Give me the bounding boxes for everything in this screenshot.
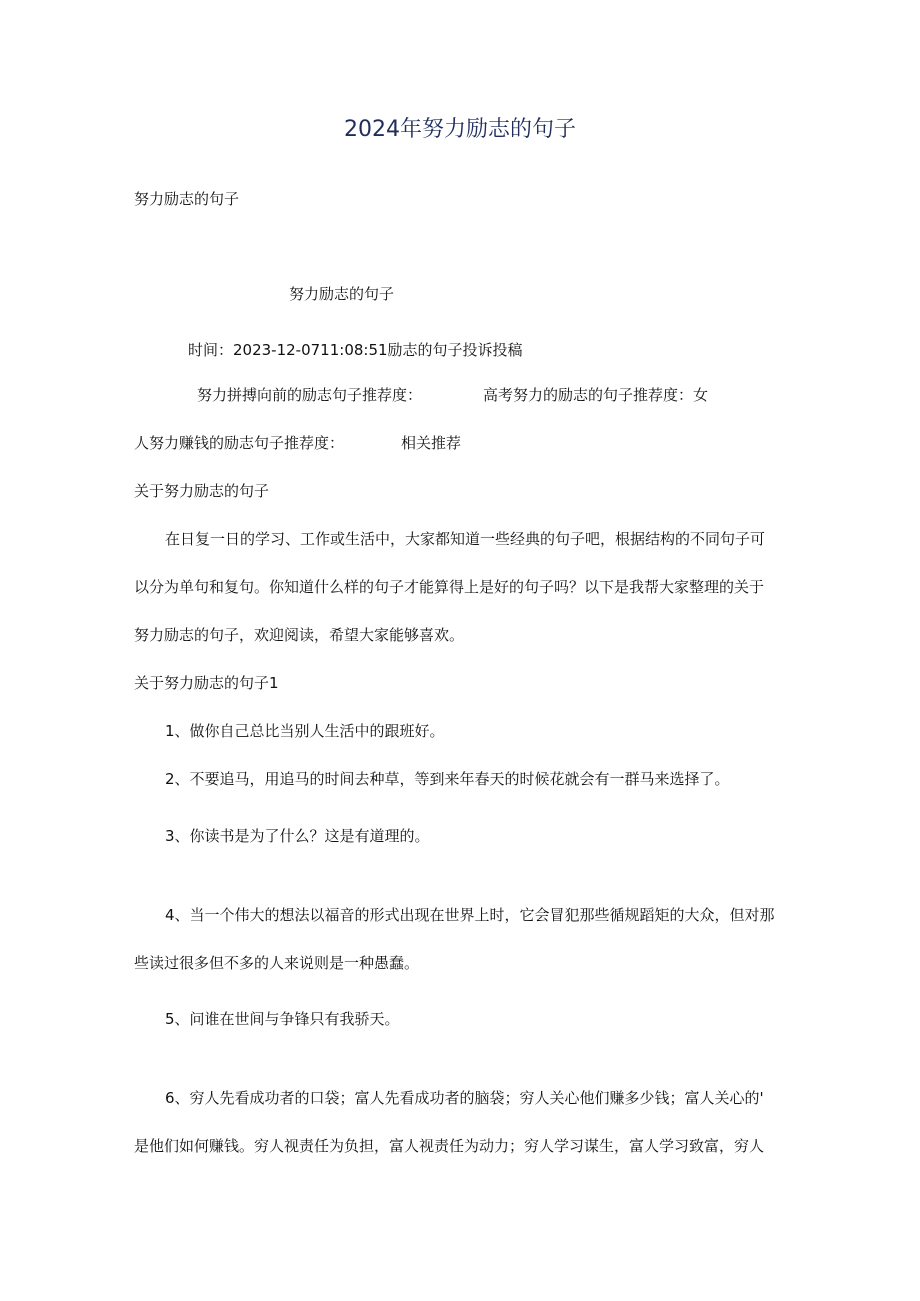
list-item-continuation: 些读过很多但不多的人来说则是一种愚蠢。 [134, 954, 420, 972]
intro-line: 努力励志的句子，欢迎阅读，希望大家能够喜欢。 [134, 626, 465, 644]
center-title: 努力励志的句子 [289, 285, 395, 303]
recommend-link-1[interactable]: 努力拼搏向前的励志句子推荐度： [197, 386, 423, 404]
intro-line: 以分为单句和复句。你知道什么样的句子才能算得上是好的句子吗？以下是我帮大家整理的关于 [134, 578, 765, 596]
list-item: 3、你读书是为了什么？这是有道理的。 [165, 827, 430, 845]
list-item: 6、穷人先看成功者的口袋；富人先看成功者的脑袋；穷人关心他们赚多少钱；富人关心的' [165, 1089, 764, 1107]
list-item: 5、问谁在世间与争锋只有我骄天。 [165, 1010, 400, 1028]
list-item: 2、不要追马，用追马的时间去种草，等到来年春天的时候花就会有一群马来选择了。 [165, 770, 730, 788]
recommend-link-2[interactable]: 高考努力的励志的句子推荐度：女 [483, 386, 709, 404]
related-recommend[interactable]: 相关推荐 [401, 434, 462, 452]
document-title: 2024年努力励志的句子 [344, 117, 576, 142]
section-heading: 关于努力励志的句子 [134, 482, 270, 500]
list-item: 1、做你自己总比当别人生活中的跟班好。 [165, 722, 445, 740]
recommend-link-3[interactable]: 人努力赚钱的励志句子推荐度： [134, 434, 345, 452]
section1-heading: 关于努力励志的句子1 [134, 674, 279, 692]
list-item: 4、当一个伟大的想法以福音的形式出现在世界上时，它会冒犯那些循规蹈矩的大众，但对那 [165, 906, 775, 924]
meta-line: 时间：2023-12-0711:08:51励志的句子投诉投稿 [188, 341, 523, 359]
list-item-continuation: 是他们如何赚钱。穷人视责任为负担，富人视责任为动力；穷人学习谋生，富人学习致富，穷人 [134, 1137, 765, 1155]
document-subtitle: 努力励志的句子 [134, 190, 240, 208]
intro-line: 在日复一日的学习、工作或生活中，大家都知道一些经典的句子吧，根据结构的不同句子可 [165, 530, 766, 548]
